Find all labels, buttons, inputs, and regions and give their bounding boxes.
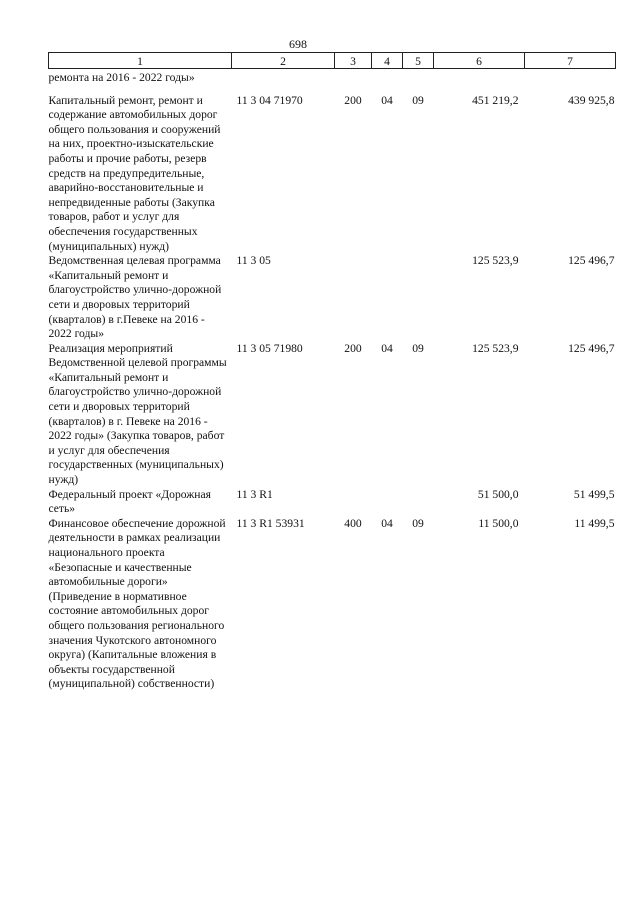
table-row (49, 69, 616, 94)
table-row (49, 488, 616, 517)
row-col-4: 04 (381, 516, 393, 530)
table-row (49, 254, 616, 342)
row-col-5 (403, 69, 434, 94)
row-code: 11 3 05 (236, 254, 271, 268)
column-header-3: 3 (335, 53, 372, 69)
row-name: Реализация мероприятий Ведомственной целевой программы «Капитальный ремонт и благоустройство улично-дорожной сети и дворовых территорий (кварталов) в г. Певеке на 2016 - 2022 годы» (Закупка товаров, работ и услуг для обеспечения государственных (муниципальных) нужд) (48, 341, 227, 487)
row-col-5 (403, 488, 434, 517)
row-col-5: 09 (412, 516, 424, 530)
table-row (49, 342, 616, 488)
row-col-4 (372, 488, 403, 517)
row-value-7: 125 496,7 (568, 254, 615, 268)
row-col-4: 04 (381, 93, 393, 107)
row-col-3: 400 (344, 516, 362, 530)
row-name: Капитальный ремонт, ремонт и содержание автомобильных дорог общего пользования и сооружений на них, проектно-изыскательские работы и прочие работы, резерв средств на предупредительные, аварийно-восстановительные и непредвиденные работы (Закупка товаров, работ и услуг для обеспечения государственных (муниципальных) нужд) (48, 93, 221, 253)
row-col-4: 04 (381, 341, 393, 355)
row-name: ремонта на 2016 - 2022 годы» (48, 71, 195, 84)
row-value-6: 125 523,9 (472, 341, 519, 355)
column-header-5: 5 (403, 53, 434, 69)
row-col-4 (372, 69, 403, 94)
row-code: 11 3 R1 (236, 487, 273, 501)
row-value-6: 11 500,0 (478, 516, 519, 530)
row-col-3 (335, 488, 372, 517)
row-value-7: 11 499,5 (574, 516, 615, 530)
row-col-3 (335, 69, 372, 94)
table-header (49, 53, 616, 69)
row-name: Федеральный проект «Дорожная сеть» (48, 487, 211, 516)
row-value-7: 51 499,5 (573, 487, 615, 501)
row-value-7: 439 925,8 (568, 93, 615, 107)
column-header-1: 1 (49, 53, 232, 69)
table-row (49, 517, 616, 692)
column-header-6: 6 (434, 53, 525, 69)
row-value-6: 125 523,9 (472, 254, 519, 268)
column-number-row (49, 53, 616, 69)
row-name: Финансовое обеспечение дорожной деятельности в рамках реализации национального проекта «Безопасные и качественные автомобильные дороги» (Приведение в нормативное состояние автомобильных дорог общего пользования регионального значения Чукотского автономного округа) (Капитальные вложения в объекты государственной (муниципальной) собственности) (48, 516, 226, 691)
budget-table (48, 52, 616, 692)
row-name: Ведомственная целевая программа «Капитальный ремонт и благоустройство улично-дорожной сети и дворовых территорий (кварталов) в г.Певеке на 2016 - 2022 годы» (48, 254, 222, 341)
row-value-6: 451 219,2 (472, 93, 519, 107)
row-value-7 (525, 69, 616, 94)
row-value-6: 51 500,0 (477, 487, 519, 501)
row-col-5: 09 (412, 341, 424, 355)
row-code: 11 3 R1 53931 (236, 516, 305, 530)
row-col-3: 200 (344, 93, 362, 107)
row-col-3: 200 (344, 341, 362, 355)
row-code: 11 3 05 71980 (236, 341, 303, 355)
row-code (232, 69, 335, 94)
row-col-5 (403, 254, 434, 342)
table-body (49, 69, 616, 692)
column-header-4: 4 (372, 53, 403, 69)
row-value-7: 125 496,7 (568, 341, 615, 355)
row-col-3 (335, 254, 372, 342)
row-code: 11 3 04 71970 (236, 93, 303, 107)
table-row (49, 94, 616, 255)
row-value-6 (434, 69, 525, 94)
column-header-7: 7 (525, 53, 616, 69)
row-col-4 (372, 254, 403, 342)
page-number: 698 (289, 37, 307, 51)
row-col-5: 09 (412, 93, 424, 107)
column-header-2: 2 (232, 53, 335, 69)
